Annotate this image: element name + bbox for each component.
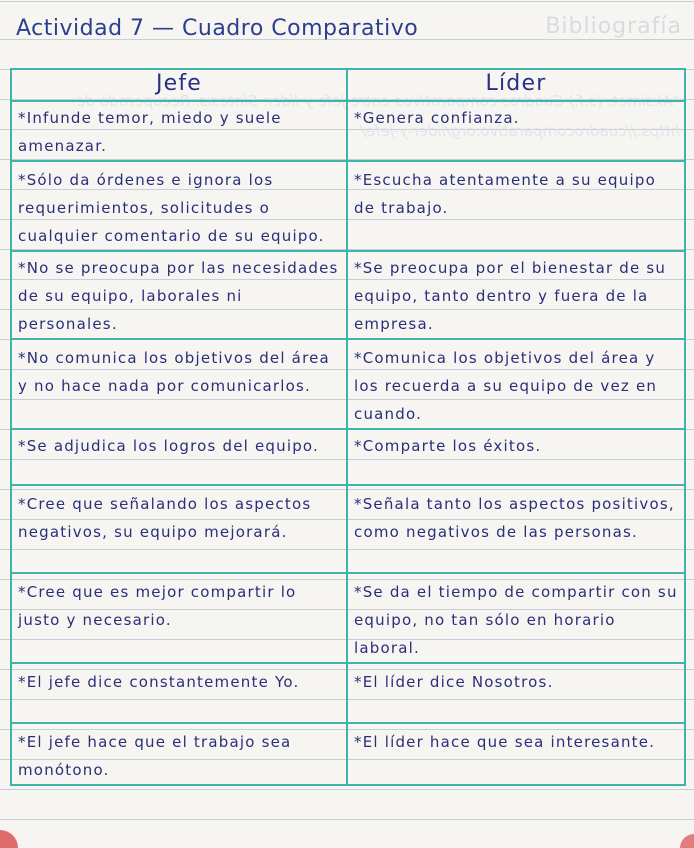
- lider-cell: *El líder hace que sea interesante.: [347, 723, 685, 785]
- jefe-cell: *Sólo da órdenes e ignora los requerimientos, solicitudes o cualquier comentario de su equipo.: [11, 161, 347, 251]
- header-lider: Líder: [347, 69, 685, 101]
- lider-cell: *Comparte los éxitos.: [347, 429, 685, 485]
- jefe-cell: *Cree que señalando los aspectos negativos, su equipo mejorará.: [11, 485, 347, 573]
- bleed-through-heading: Bibliografía: [545, 14, 682, 39]
- table-row: [11, 723, 685, 785]
- header-jefe: Jefe: [11, 69, 347, 101]
- lider-cell: *Se preocupa por el bienestar de su equipo, tanto dentro y fuera de la empresa.: [347, 251, 685, 339]
- jefe-cell: *El jefe dice constantemente Yo.: [11, 663, 347, 723]
- jefe-cell: *Infunde temor, miedo y suele amenazar.: [11, 101, 347, 161]
- lider-cell: *Escucha atentamente a su equipo de trabajo.: [347, 161, 685, 251]
- table-row: [11, 339, 685, 429]
- bleed-through-text: *Aksimet. (s.f.) Cuadros comparativos entre jefe y líder. Síntesis. Recuperado de https://cuadrocomparativo.org/líder-y-jefe/: [76, 92, 680, 140]
- table-row: [11, 161, 685, 251]
- page-title: Actividad 7 — Cuadro Comparativo: [16, 16, 419, 41]
- table-row: [11, 251, 685, 339]
- jefe-cell: *Se adjudica los logros del equipo.: [11, 429, 347, 485]
- lider-cell: *Se da el tiempo de compartir con su equipo, no tan sólo en horario laboral.: [347, 573, 685, 663]
- lider-cell: *Señala tanto los aspectos positivos, como negativos de las personas.: [347, 485, 685, 573]
- jefe-cell: *No comunica los objetivos del área y no hace nada por comunicarlos.: [11, 339, 347, 429]
- header-row: [11, 69, 685, 101]
- binder-corner: [680, 834, 694, 848]
- lider-cell: *El líder dice Nosotros.: [347, 663, 685, 723]
- table-row: [11, 663, 685, 723]
- table-row: [11, 101, 685, 161]
- lider-cell: *Genera confianza.: [347, 101, 685, 161]
- jefe-cell: *No se preocupa por las necesidades de su equipo, laborales ni personales.: [11, 251, 347, 339]
- table-row: [11, 485, 685, 573]
- jefe-cell: *El jefe hace que el trabajo sea monótono.: [11, 723, 347, 785]
- binder-corner: [0, 830, 18, 848]
- jefe-cell: *Cree que es mejor compartir lo justo y necesario.: [11, 573, 347, 663]
- table-row: [11, 429, 685, 485]
- table-row: [11, 573, 685, 663]
- lider-cell: *Comunica los objetivos del área y los recuerda a su equipo de vez en cuando.: [347, 339, 685, 429]
- comparison-table: [10, 68, 686, 786]
